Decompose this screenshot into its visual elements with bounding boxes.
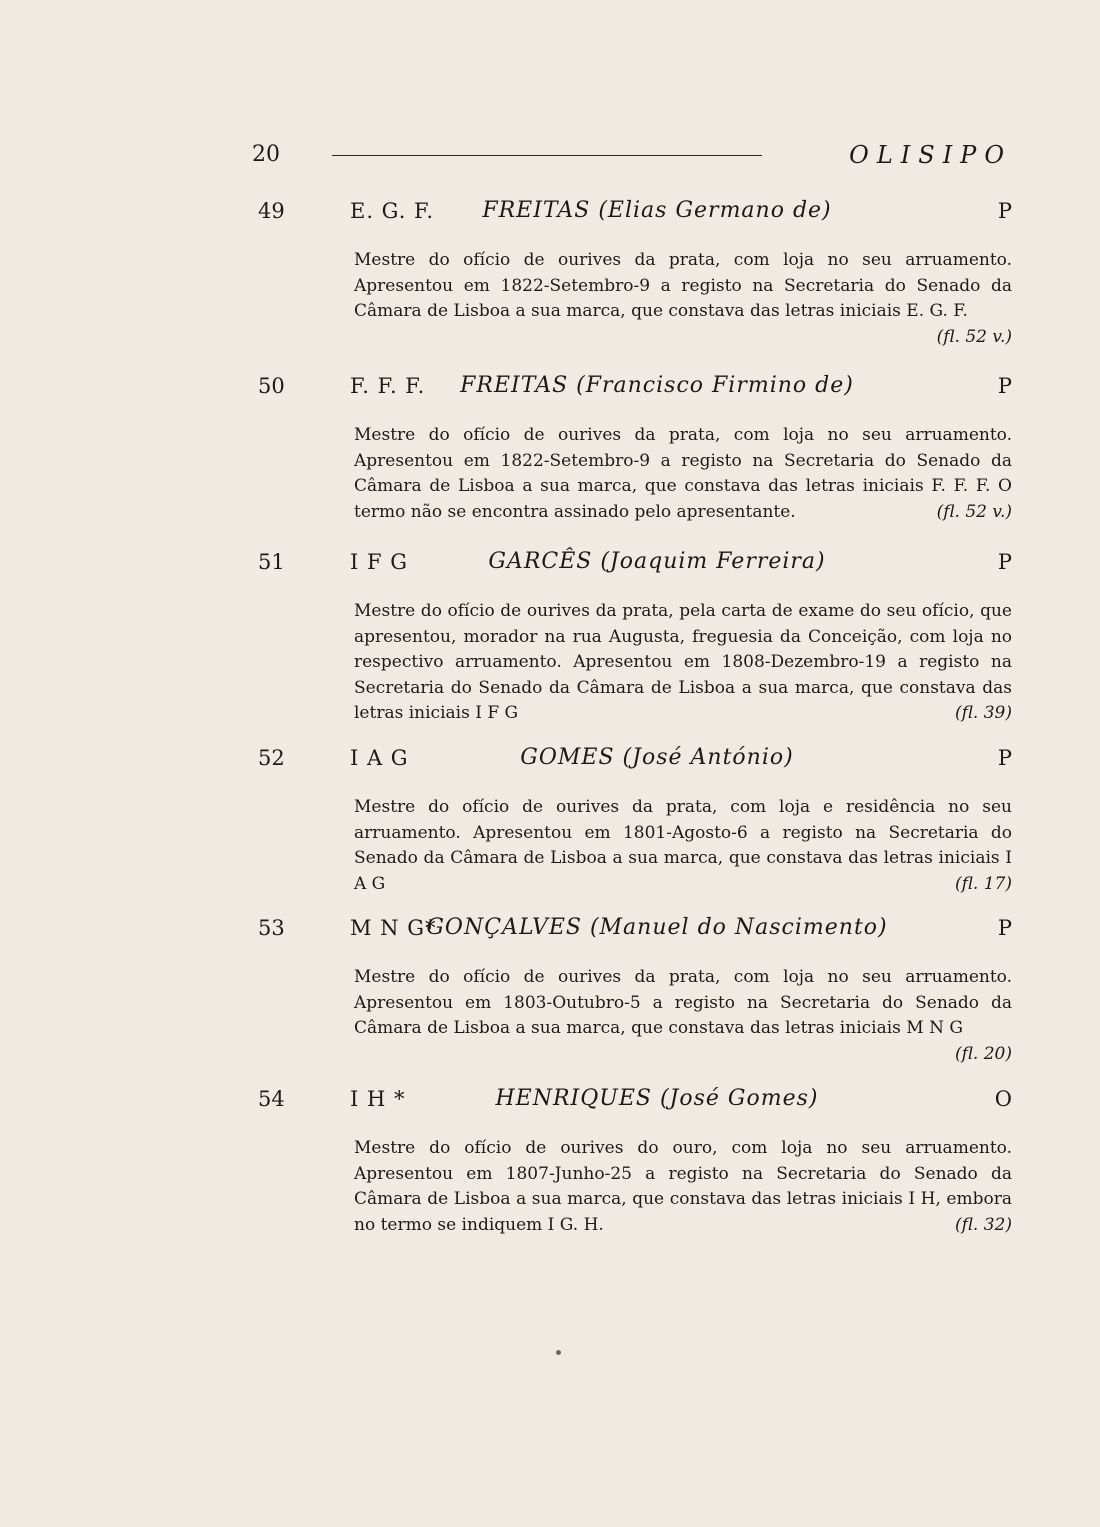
entry-heading — [252, 913, 1012, 947]
metal-code: P — [997, 374, 1012, 398]
goldsmith-mark: I A G — [350, 746, 409, 770]
metal-code: P — [997, 199, 1012, 223]
goldsmith-name: HENRIQUES (José Gomes) — [495, 1086, 819, 1111]
goldsmith-name: GOMES (José António) — [520, 745, 794, 770]
folio-reference: (fl. 32) — [954, 1214, 1012, 1235]
goldsmith-mark: E. G. F. — [350, 199, 435, 223]
page-number: 20 — [252, 142, 280, 167]
journal-title: OLISIPO — [849, 141, 1012, 169]
entry-number: 49 — [258, 199, 285, 223]
goldsmith-name: FREITAS (Elias Germano de) — [482, 198, 832, 223]
entry-number: 50 — [258, 374, 285, 398]
entry-49 — [252, 196, 1012, 350]
entry-52 — [252, 743, 1012, 914]
goldsmith-mark: I F G — [350, 550, 408, 574]
entry-number: 53 — [258, 916, 285, 940]
folio-reference: (fl. 52 v.) — [936, 326, 1012, 347]
entry-description: Mestre do ofício de ourives da prata, com loja no seu arruamento. Apresentou em 1803-Outubro-5 a registo na Secretaria do Senado da Câmara de Lisboa a sua marca, que constava das letras iniciais M N G — [354, 967, 1012, 1038]
header-rule — [332, 155, 762, 156]
entry-text — [354, 795, 1012, 897]
goldsmith-name: GONÇALVES (Manuel do Nascimento) — [426, 915, 888, 940]
entry-number: 52 — [258, 746, 285, 770]
folio-reference: (fl. 39) — [954, 703, 1012, 723]
entry-description: Mestre do ofício de ourives da prata, com loja e residência no seu arruamento. Apresentou em 1801-Agosto-6 a registo na Secretaria do Senado da Câmara de Lisboa a sua marca, que constava das letras iniciais I A G — [354, 797, 1012, 894]
entry-number: 51 — [258, 550, 285, 574]
metal-code: P — [997, 916, 1012, 940]
entry-heading — [252, 547, 1012, 581]
entry-53 — [252, 913, 1012, 1067]
entry-text — [354, 1136, 1012, 1238]
entry-description: Mestre do ofício de ourives da prata, com loja no seu arruamento. Apresentou em 1822-Setembro-9 a registo na Secretaria do Senado da Câmara de Lisboa a sua marca, que constava das letras iniciais F. F. F. O termo não se encontra assinado pelo apresentante. — [354, 425, 1012, 522]
goldsmith-name: GARCÊS (Joaquim Ferreira) — [488, 549, 826, 574]
entry-description: Mestre do ofício de ourives da prata, com loja no seu arruamento. Apresentou em 1822-Setembro-9 a registo na Secretaria do Senado da Câmara de Lisboa a sua marca, que constava das letras iniciais E. G. F. — [354, 250, 1012, 321]
entry-description: Mestre do ofício de ourives da prata, pela carta de exame do seu ofício, que apresentou, morador na rua Augusta, freguesia da Conceição, com loja no respectivo arruamento. Apresentou em 1808-Dezembro-19 a registo na Secretaria do Senado da Câmara de Lisboa a sua marca, que constava das letras iniciais I F G — [354, 601, 1012, 723]
entry-text — [354, 423, 1012, 525]
metal-code: P — [997, 746, 1012, 770]
entry-text — [354, 599, 1012, 727]
folio-reference: (fl. 52 v.) — [936, 501, 1012, 522]
ink-speck — [556, 1350, 561, 1355]
metal-code: O — [994, 1087, 1012, 1111]
entry-54 — [252, 1084, 1012, 1255]
running-header — [252, 140, 1012, 174]
folio-reference: (fl. 20) — [954, 1043, 1012, 1064]
entry-50 — [252, 371, 1012, 542]
entry-text — [354, 965, 1012, 1064]
goldsmith-name: FREITAS (Francisco Firmino de) — [460, 373, 854, 398]
metal-code: P — [997, 550, 1012, 574]
entry-heading — [252, 743, 1012, 777]
entry-heading — [252, 371, 1012, 405]
entry-51 — [252, 547, 1012, 744]
folio-reference: (fl. 17) — [954, 873, 1012, 894]
goldsmith-mark: F. F. F. — [350, 374, 426, 398]
entry-description: Mestre do ofício de ourives do ouro, com loja no seu arruamento. Apresentou em 1807-Junho-25 a registo na Secretaria do Senado da Câmara de Lisboa a sua marca, que constava das letras iniciais I H, embora no termo se indiquem I G. H. — [354, 1138, 1012, 1235]
entry-heading — [252, 196, 1012, 230]
entry-text — [354, 248, 1012, 347]
goldsmith-mark: I H * — [350, 1087, 406, 1111]
entry-number: 54 — [258, 1087, 285, 1111]
goldsmith-mark: M N G* — [350, 916, 437, 940]
entry-heading — [252, 1084, 1012, 1118]
